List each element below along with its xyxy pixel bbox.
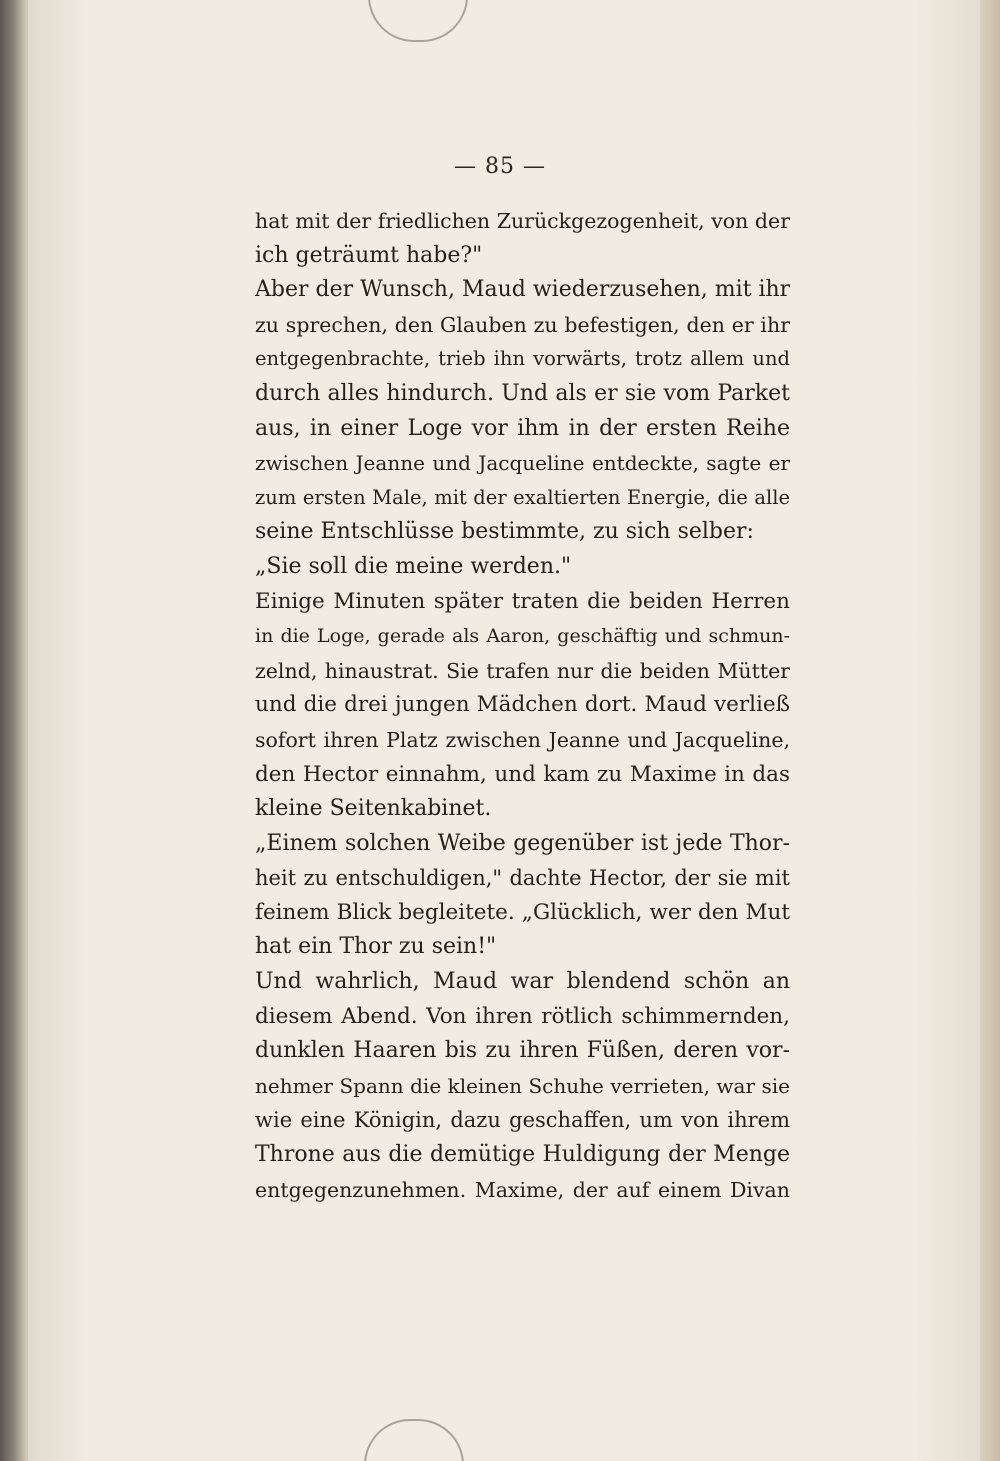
text-line: dunklen Haaren bis zu ihren Füßen, deren vor- <box>255 1038 790 1064</box>
text-line: Und wahrlich, Maud war blendend schön an <box>255 969 790 995</box>
text-line: aus, in einer Loge vor ihm in der ersten Reihe <box>255 415 790 441</box>
text-line: durch alles hindurch. Und als er sie vom Parket <box>255 380 790 406</box>
text-line: kleine Seitenkabinet. <box>255 796 492 822</box>
text-line: in die Loge, gerade als Aaron, geschäftig und schmun- <box>255 625 790 648</box>
text-line: Throne aus die demütige Huldigung der Menge <box>255 1142 790 1168</box>
text-line: „Sie soll die meine werden." <box>255 553 572 579</box>
text-line: feinem Blick begleitete. „Glücklich, wer den Mut <box>255 899 790 925</box>
text-line: nehmer Spann die kleinen Schuhe verrieten, war sie <box>255 1073 790 1098</box>
page-edge <box>980 0 1000 1461</box>
text-line: „Einem solchen Weibe gegenüber ist jede Thor- <box>255 830 790 856</box>
text-line: sofort ihren Platz zwischen Jeanne und Jacqueline, <box>255 727 790 752</box>
text-line: entgegenbrachte, trieb ihn vorwärts, trotz allem und <box>255 347 790 371</box>
body-text <box>255 204 790 1207</box>
page-number: — 85 — <box>454 154 546 179</box>
text-line: entgegenzunehmen. Maxime, der auf einem Divan <box>255 1177 790 1202</box>
text-line: Einige Minuten später traten die beiden Herren <box>255 588 790 614</box>
text-line: zwischen Jeanne und Jacqueline entdeckte, sagte er <box>255 451 790 476</box>
text-line: zum ersten Male, mit der exaltierten Energie, die alle <box>255 485 790 509</box>
text-line: seine Entschlüsse bestimmte, zu sich selber: <box>255 519 754 545</box>
text-line: wie eine Königin, dazu geschaffen, um von ihrem <box>255 1108 790 1133</box>
text-line: diesem Abend. Von ihren rötlich schimmernden, <box>255 1003 790 1029</box>
text-line: ich geträumt habe?" <box>255 242 483 268</box>
text-line: und die drei jungen Mädchen dort. Maud verließ <box>255 692 790 718</box>
text-line: zu sprechen, den Glauben zu befestigen, den er ihr <box>255 312 790 337</box>
text-line: Aber der Wunsch, Maud wiederzusehen, mit ihr <box>255 277 790 303</box>
text-line: zelnd, hinaustrat. Sie trafen nur die beiden Mütter <box>255 658 790 683</box>
text-line: heit zu entschuldigen," dachte Hector, der sie mit <box>255 866 790 891</box>
text-line: hat mit der friedlichen Zurückgezogenheit, von der <box>255 209 790 233</box>
text-line: hat ein Thor zu sein!" <box>255 934 497 960</box>
text-line: den Hector einnahm, und kam zu Maxime in das <box>255 761 790 787</box>
